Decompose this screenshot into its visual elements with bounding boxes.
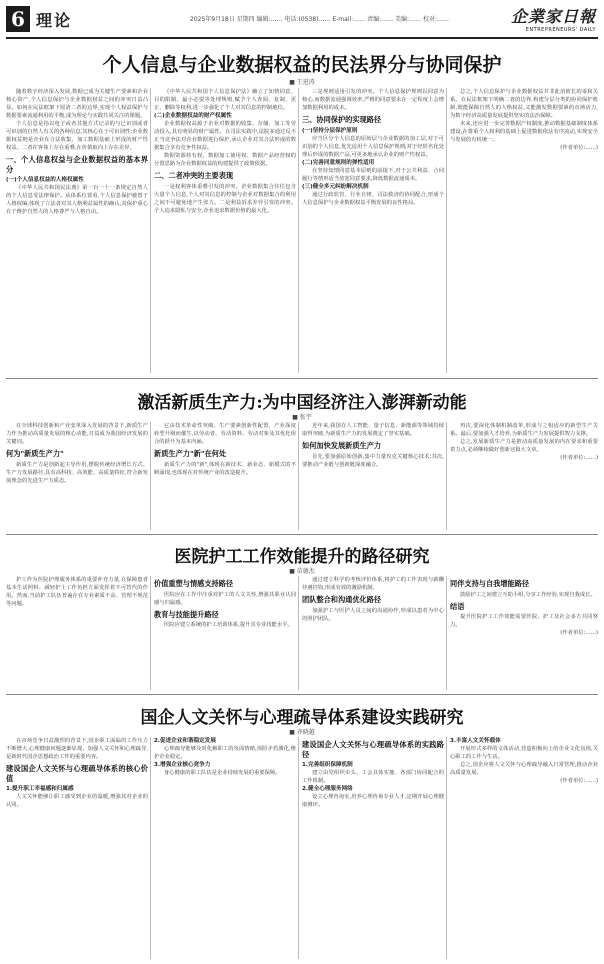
- paragraph: 鼓励护工之间建立互助小组,分享工作经验,实现自我成长。: [460, 591, 596, 598]
- paragraph: 建立由党组织牵头、工会具体实施、各部门协同配合的工作机制。: [302, 770, 444, 784]
- article-column: [302, 737, 444, 959]
- article-column: [302, 422, 444, 530]
- paragraph: 近年来,我国在人工智能、量子信息、新能源等领域持续取得突破,为新质生产力的发展奠定了坚实基础。: [302, 423, 444, 437]
- subheading: 同伴支持与自我增能路径: [450, 579, 530, 588]
- subheading: 团队整合和沟通优化路径: [302, 595, 382, 604]
- article-byline: ■ 张宇: [292, 414, 312, 421]
- paragraph: 一是权利客体重叠引发的冲突。企业数据集合往往包含大量个人信息,个人对其信息的控制与企业对数据集合的利用之间不可避免地产生张力。二是利益诉求差异引发的冲突。个人追求隐私与安全,企业追求数据价值的最大化。: [154, 183, 296, 214]
- paragraph: 提升医院护工工作效能需要医院、护工及社会多方共同努力。: [450, 614, 598, 628]
- newspaper-logo: [511, 4, 596, 33]
- subheading: 建设国企人文关怀与心理疏导体系的实践路径: [302, 740, 444, 759]
- paragraph: 《中华人民共和国个人信息保护法》确立了知情同意、目的限制、最小必要等处理规则,赋予个人查阅、复制、更正、删除等权利,进一步强化了个人对其信息的控制地位。: [154, 89, 296, 111]
- author-note: (作者单位:……): [560, 145, 598, 151]
- section-name: 理论: [36, 11, 73, 30]
- article-column: [6, 737, 148, 959]
- column-rule: [298, 422, 299, 530]
- article-headline: 医院护工工作效能提升的路径研究: [174, 547, 430, 567]
- article-column: [154, 737, 296, 959]
- subheading: (一)个人信息权益的人格权属性: [6, 177, 84, 183]
- article-column: [154, 422, 296, 530]
- article-divider: [6, 534, 598, 535]
- page-number: 6: [6, 6, 30, 32]
- article-byline: ■ 齐晓越: [289, 729, 315, 736]
- subheading: (三)健全多元纠纷解决机制: [302, 183, 369, 190]
- subheading: (一)坚持分层保护原则: [302, 127, 358, 134]
- paragraph: 身心健康的职工队伍是企业持续发展的重要保障。: [164, 770, 281, 776]
- paragraph: 《中华人民共和国民法典》第一百一十一条规定自然人的个人信息受法律保护。从体系位置看,个人信息保护被置于人格权编,体现了立法者对其人格利益属性的确认,其保护重心在于维护自然人的人格尊严与人格自由。: [6, 185, 148, 215]
- paragraph: 加强护工与医护人员之间的沟通协作,形成以患者为中心的照护团队。: [302, 607, 444, 622]
- article-column: [154, 576, 296, 690]
- author-note: (作者单位:……): [560, 630, 598, 636]
- paragraph: 总之,个人信息保护与企业数据权益并非此消彼长的零和关系。在民法框架下明确二者的边界,构建分层分类的协同保护机制,既能保障自然人的人格权益,又能激发数据要素的市场活力,为数字经济高质量发展提供坚实的法治保障。: [450, 89, 598, 119]
- paragraph: 首先,要加强原始创新,集中力量攻克关键核心技术;其次,要推动产业链与创新链深度融合。: [302, 453, 444, 468]
- paragraph: 新质生产力的"新",体现在新技术、新业态、新模式的不断涌现,也体现在对传统产业的改造提升。: [154, 461, 296, 476]
- paragraph: 再次,要深化体制机制改革,形成与之相适应的新型生产关系。最后,要加强人才培养,为新质生产力发展提供智力支撑。: [450, 423, 598, 437]
- article-headline: 激活新质生产力:为中国经济注入澎湃新动能: [137, 393, 467, 413]
- article-column: [302, 576, 444, 690]
- column-rule: [446, 737, 447, 959]
- subheading: 价值重塑与情感支持路径: [154, 579, 234, 588]
- article-column: [154, 88, 296, 373]
- article-column: [450, 88, 598, 373]
- logo-english: ENTREPRENEURS' DAILY: [525, 27, 596, 33]
- subheading: (二)企业数据权益的财产权属性: [154, 113, 232, 119]
- subheading: 一、个人信息权益与企业数据权益的基本界分: [6, 155, 148, 174]
- article-column: [302, 88, 444, 373]
- subheading: 2.健全心理服务网络: [302, 786, 353, 792]
- column-rule: [446, 88, 447, 373]
- paragraph: 未来,还应进一步完善数据产权制度,推动数据基础制度体系建设,在尊重个人权利的基础上促进数据依法有序流动,实现安全与发展的有机统一。: [450, 121, 598, 143]
- article-byline: ■ 王进涛: [289, 79, 315, 86]
- column-rule: [446, 422, 447, 530]
- paragraph: 医院应建立系统的护工培训体系,提升其专业技能水平。: [164, 622, 293, 628]
- column-rule: [298, 88, 299, 373]
- article-column: [6, 422, 148, 530]
- paragraph: 在全球科技创新和产业变革深入发展的背景下,新质生产力作为推动高质量发展的核心动能,日益成为我国经济发展的关键词。: [6, 423, 148, 445]
- column-rule: [446, 576, 447, 690]
- subheading: 1.完善组织保障机制: [302, 762, 353, 768]
- masthead-rule: [6, 37, 598, 39]
- author-note: (作者单位:……): [560, 455, 598, 461]
- paragraph: 开展形式多样的文体活动,营造积极向上的企业文化氛围,关心职工的工作与生活。: [450, 746, 598, 760]
- article-byline: ■ 苗德杰: [289, 568, 315, 575]
- paragraph: 通过建立科学的考核评价体系,将护工的工作表现与薪酬待遇挂钩,形成有效的激励机制。: [302, 577, 444, 591]
- subheading: 3.增强企业核心竞争力: [154, 762, 211, 768]
- article-divider: [6, 378, 598, 379]
- paragraph: 医院应在工作中注重对护工的人文关怀,增强其职业认同感与归属感。: [154, 591, 296, 606]
- paragraph: 通过行政监管、行业自律、司法救济的协同配合,形成个人信息保护与企业数据权益平衡发展的良性格局。: [302, 191, 444, 206]
- paragraph: 在市场竞争日益激烈的背景下,国企职工面临的工作压力不断增大,心理健康问题逐渐显现。加强人文关怀和心理疏导,是新时代国企思想政治工作的重要内容。: [6, 738, 148, 760]
- subheading: 何为"新质生产力": [6, 449, 64, 458]
- subheading: 新质生产力"新"在何处: [154, 449, 227, 458]
- column-rule: [150, 422, 151, 530]
- column-rule: [298, 737, 299, 959]
- paragraph: 总之,国企应将人文关怀与心理疏导融入日常管理,推动企业高质量发展。: [450, 762, 598, 776]
- subheading: 建设国企人文关怀与心理疏导体系的核心价值: [6, 764, 148, 783]
- column-rule: [150, 576, 151, 690]
- paragraph: 人文关怀能够让职工感受到企业的温暖,增强其对企业的认同。: [6, 794, 148, 808]
- paragraph: 设立心理咨询室,培养心理咨询专业人才,定期开展心理健康测评。: [302, 794, 444, 808]
- subheading: 3.丰富人文关怀载体: [450, 738, 501, 744]
- article-column: [6, 88, 148, 373]
- column-rule: [150, 737, 151, 959]
- paragraph: 它由技术革命性突破、生产要素创新性配置、产业深度转型升级而催生,以劳动者、劳动资料、劳动对象及其优化组合的跃升为基本内涵。: [154, 423, 296, 445]
- subheading: 1.提升职工幸福感和归属感: [6, 786, 74, 792]
- paragraph: 心理疏导能够及时化解职工的负面情绪,预防矛盾激化,维护企业稳定。: [154, 746, 296, 760]
- paragraph: 个人信息是指以电子或者其他方式记录的与已识别或者可识别的自然人有关的各种信息,其核心在于可识别性;企业数据权益则是企业在合法收集、加工数据基础上形成的财产性权益。二者在客体上存在重叠,在价值取向上存在差异。: [6, 121, 148, 151]
- subheading: 三、协同保护的实现路径: [302, 115, 382, 124]
- article-column: [450, 576, 598, 690]
- article-column: [450, 422, 598, 530]
- subheading: 教育与技能提升路径: [154, 609, 219, 619]
- column-rule: [150, 88, 151, 373]
- paragraph: 新质生产力是创新起主导作用,摆脱传统经济增长方式、生产力发展路径,具有高科技、高效能、高质量特征,符合新发展理念的先进生产力质态。: [6, 461, 148, 484]
- column-rule: [298, 576, 299, 690]
- paragraph: 应当区分个人信息的原始层与企业数据的加工层,对于可识别的个人信息,优先适用个人信息保护规则;对于经匿名化处理后形成的数据产品,可更多地承认企业的财产性权益。: [302, 135, 444, 158]
- paragraph: 护工作为医院护理服务体系的重要补充力量,在保障患者基本生活照料、减轻护士工作负担方面发挥着不可替代的作用。然而,当前护工队伍普遍存在专业素质不高、管理不规范等问题。: [6, 577, 148, 607]
- masthead-info: 2025年9月18日 星期四 编辑:…… 电话:(0538)…… E-mail:…… 责编:…… 美编:…… 校对:……: [190, 16, 449, 23]
- article-divider: [6, 694, 598, 695]
- article-headline: 个人信息与企业数据权益的民法界分与协同保护: [102, 54, 502, 76]
- subheading: (二)完善同意规则的弹性适用: [302, 159, 375, 166]
- subheading: 结语: [450, 601, 465, 611]
- paragraph: 总之,发展新质生产力是推动高质量发展的内在要求和重要着力点,必须继续做好创新这篇大文章。: [450, 439, 598, 453]
- paragraph: 三是规则适用引发的冲突。个人信息保护规则以同意为核心,而数据流通强调效率,严格的同意要求在一定程度上会增加数据利用的成本。: [302, 89, 444, 111]
- subheading: 2.促进企业和谐稳定发展: [154, 738, 216, 744]
- paragraph: 企业数据权益源于企业对数据的收集、存储、加工等劳动投入,具有明显的财产属性。在司法实践中,法院多通过反不正当竞争法对企业数据进行保护,承认企业对其合法形成的数据集合享有竞争性权益。: [154, 121, 296, 151]
- masthead: [0, 0, 604, 40]
- article-column: [450, 737, 598, 959]
- author-note: (作者单位:……): [560, 778, 598, 784]
- paragraph: 在坚持知情同意基本原则的前提下,对于公共利益、合同履行等情形适当放宽同意要求,降低数据流通成本。: [302, 167, 444, 182]
- subheading: 二、二者冲突的主要表现: [154, 171, 234, 180]
- article-column: [6, 576, 148, 690]
- paragraph: 数据资源持有权、数据加工使用权、数据产品经营权的分置思路为企业数据权益的构建提供了政策依据。: [154, 153, 296, 167]
- article-headline: 国企人文关怀与心理疏导体系建设实践研究: [140, 708, 464, 728]
- paragraph: 随着数字经济深入发展,数据已成为关键生产要素和企业核心资产,个人信息保护与企业数据权益之间的冲突日益凸显。如何在民法框架下厘清二者的边界,实现个人权益保护与数据要素流通利用的平衡,成为理论与实践共同关注的课题。: [6, 89, 148, 119]
- subheading: 如何加快发展新质生产力: [302, 441, 382, 450]
- logo-chinese: 企業家日報: [510, 7, 596, 26]
